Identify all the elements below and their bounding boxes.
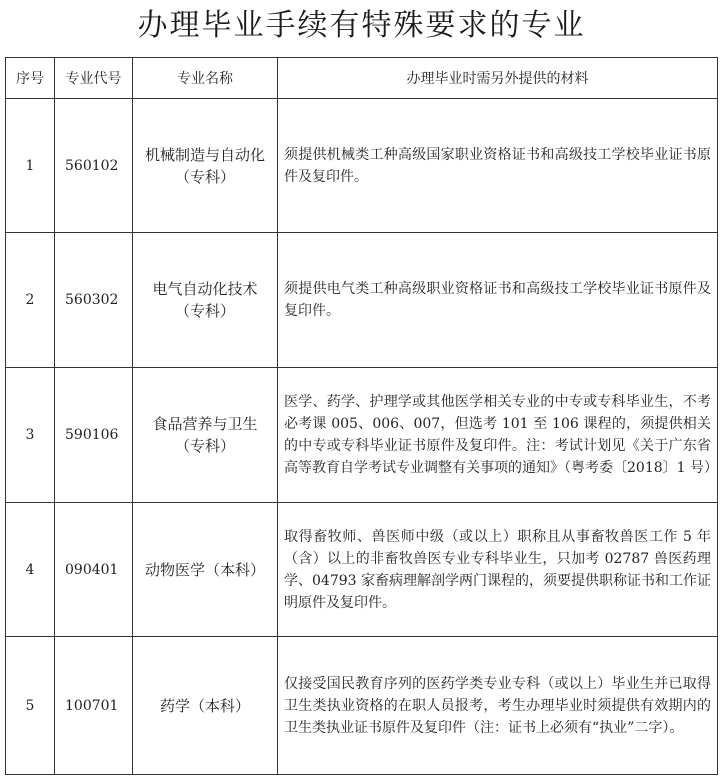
header-seq: 序号 (6, 58, 55, 99)
header-code: 专业代号 (55, 58, 133, 99)
major-name-line1: 药学（本科） (159, 696, 250, 715)
majors-table (5, 57, 718, 775)
row-materials: 医学、药学、护理学或其他医学相关专业的中专或专科毕业生，不考必考课 005、006、007，但选考 101 至 106 课程的，须提供相关的中专或专科毕业证书原件及复印件。注：考试计划见《关于广东省高等教育自学考试专业调整有关事项的通知》（粤考委〔2018〕1 号） (278, 368, 718, 503)
row-code: 090401 (55, 503, 133, 637)
row-major-name (133, 99, 278, 233)
table-header-row (6, 58, 718, 99)
row-major-name (133, 368, 278, 503)
major-name-line2: （专科） (174, 167, 235, 186)
row-materials: 仅接受国民教育序列的医药学类专业专科（或以上）毕业生并已取得卫生类执业资格的在职人员报考，考生办理毕业时须提供有效期内的卫生类执业证书原件及复印件（注：证书上必须有“执业”二字）。 (278, 637, 718, 775)
major-name-line1: 食品营养与卫生 (152, 415, 258, 433)
row-code: 560102 (55, 99, 133, 233)
table-row (6, 637, 718, 775)
table-row (6, 233, 718, 368)
row-major-name (133, 233, 278, 368)
row-seq: 2 (6, 233, 55, 368)
major-name-line2: （专科） (174, 437, 235, 455)
row-seq: 5 (6, 637, 55, 775)
major-name-line1: 动物医学（本科） (144, 560, 265, 579)
major-name-line1: 机械制造与自动化 (144, 145, 265, 164)
row-code: 560302 (55, 233, 133, 368)
row-seq: 1 (6, 99, 55, 233)
row-materials: 须提供机械类工种高级国家职业资格证书和高级技工学校毕业证书原件及复印件。 (278, 99, 718, 233)
row-materials: 须提供电气类工种高级职业资格证书和高级技工学校毕业证书原件及复印件。 (278, 233, 718, 368)
table-row (6, 503, 718, 637)
row-major-name (133, 503, 278, 637)
row-major-name (133, 637, 278, 775)
row-code: 100701 (55, 637, 133, 775)
major-name-line2: （专科） (174, 302, 235, 320)
table-row (6, 99, 718, 233)
row-code: 590106 (55, 368, 133, 503)
table-row (6, 368, 718, 503)
header-name: 专业名称 (133, 58, 278, 99)
header-materials: 办理毕业时需另外提供的材料 (278, 58, 718, 99)
row-materials: 取得畜牧师、兽医师中级（或以上）职称且从事畜牧兽医工作 5 年（含）以上的非畜牧兽医专业专科毕业生，只加考 02787 兽医药理学、04793 家畜病理解剖学两门课程的，须要提供职称证书和工作证明原件及复印件。 (278, 503, 718, 637)
row-seq: 3 (6, 368, 55, 503)
page-title: 办理毕业手续有特殊要求的专业 (137, 8, 586, 43)
row-seq: 4 (6, 503, 55, 637)
major-name-line1: 电气自动化技术 (152, 280, 258, 298)
